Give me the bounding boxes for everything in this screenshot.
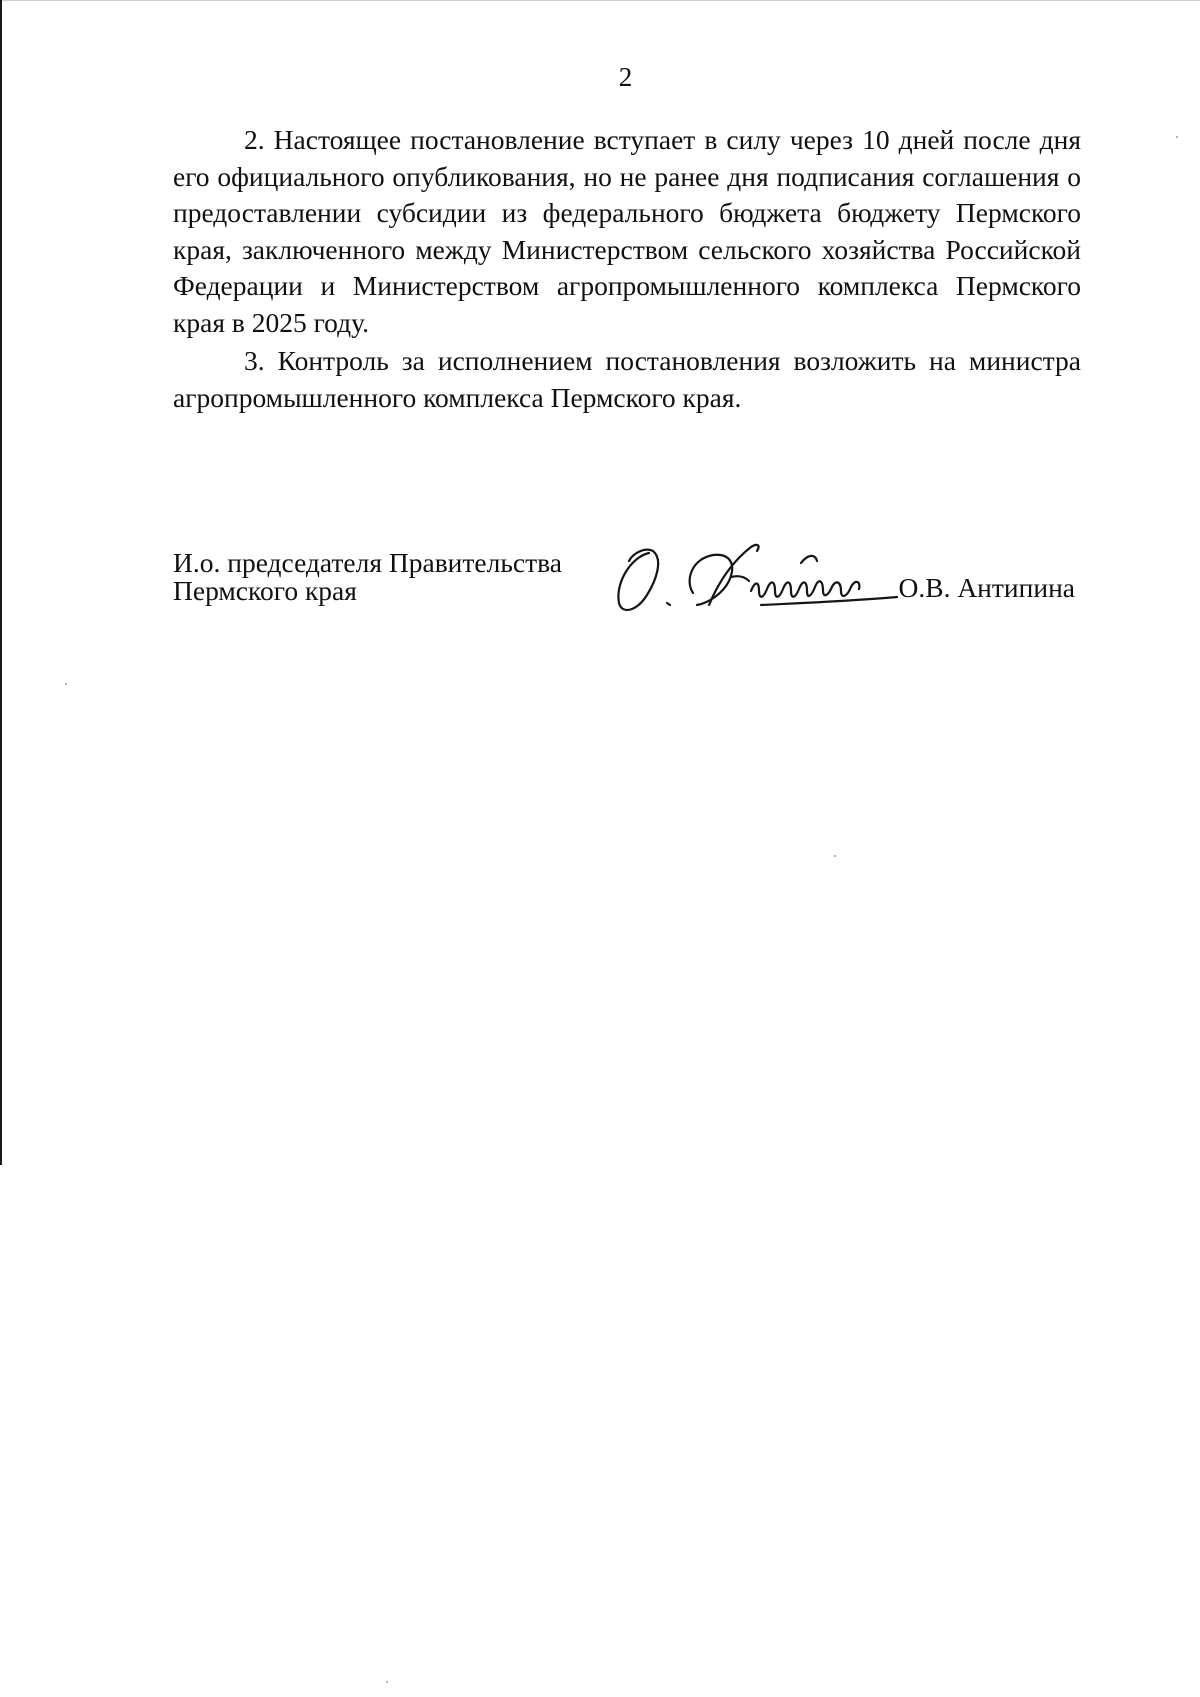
scan-edge-top (0, 0, 1200, 1)
signer-title-line-1: И.о. председателя Правительства (173, 547, 562, 578)
paragraph-2: 2. Настоящее постановление вступает в силу через 10 дней после дня его официального опубликования, но не ранее дня подписания соглашения о предоставлении субсидии из федерального бюджета бюджету Пермского края, заключенного между Министерством сельского хозяйства Российской Федерации и Министерством агропромышленного комплекса Пермского края в 2025 году. (173, 124, 1081, 338)
scan-speck (386, 1681, 388, 1683)
document-body (173, 122, 1081, 418)
paragraph-3: 3. Контроль за исполнением постановления возложить на министра агропромышленного комплекса Пермского края. (173, 345, 1081, 413)
signer-title-line-2: Пермского края (173, 575, 357, 606)
scan-edge-left (0, 0, 2, 1165)
scan-speck (834, 855, 836, 857)
handwritten-signature (611, 541, 911, 619)
signer-name: О.В. Антипина (898, 572, 1075, 603)
scan-speck (1176, 136, 1178, 138)
signature-block (173, 549, 1093, 629)
page-number: 2 (618, 62, 633, 92)
signer-title (173, 549, 562, 605)
scan-speck (65, 683, 67, 685)
